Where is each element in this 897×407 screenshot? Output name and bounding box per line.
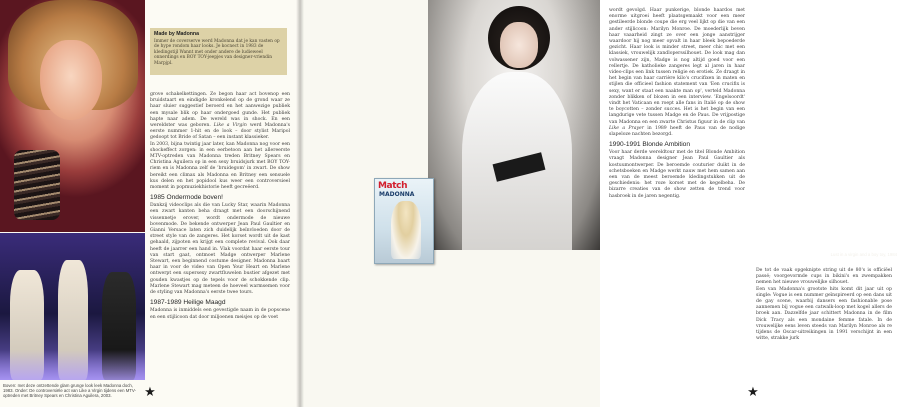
section-heading: 1987-1989 Heilige Maagd xyxy=(150,299,226,307)
made-by-madonna-callout xyxy=(150,28,287,75)
magazine-masthead: Match xyxy=(378,181,408,191)
paragraph: Voor haar derde wereldtour met de titel Blonde Ambition vraagt Madonna designer Jean Paul Gaultier als kostuumontwerper. De beroemde couturier duikt in de schetsboeken en Madge werkt nauw met hem samen aan een van de meest beroemde kledingstukken uit de geschiedenis: het roze korset met de kegelbeha. De bizarre creaties van de show zetten de trend voor hasbroek in de jaren negentig. xyxy=(609,150,745,199)
madonna-portrait-photo xyxy=(0,0,145,232)
page-gutter xyxy=(296,0,304,407)
paragraph: grove schakelkettingen. Ze begon haar act bovenop een bruidstaart en eindigde kronkelend op de grond waar ze haar sluier suggestief beroerd en het aanwezige publiek een mysale blik op haar ondergoed gunde. Het publiek hapte naar adem. De wereld was in shock. En een wereldster was geboren. Like a Virgin werd Madonna's eerste nummer 1-hit en de look – door stylist Maripol gedoopt tot Bride of Satan – een instant klassieker. xyxy=(150,92,291,141)
photo-caption: Lust in a virgin and a boy toy, 1984 xyxy=(830,252,897,257)
star-icon: ★ xyxy=(747,385,759,400)
paragraph: Dankzij videoclips als die van Lucky Star, waarin Madonna een zwart kanten beha draagt met een doorschijnend vissennetje erover, wordt ondermode de nieuwe bovenmode. De bekende ontwerper Jean Paul Gaultier en Gianni Versace laten zich duidelijk beïnvloeden door de street style van de zangeres. Het korset wordt uit de kast gehaald, zijpoten en krijgt een complete revival. Ook daar heeft de jaarrer een hand in. Vlak voordat haar eerste tour van start gaat, ontmoet Madge ontwerper Marlene Stewart, een beginnend costume designer. Madonna baart haar in voor de video van Open Your Heart en Marlene ontwerpt een supersexy zwartfluwelen bustier afgezet met gouden kwastjes op de tepels voor de schokkende clip. Marlene Stewart mag meteen de hoeveel warmsemen voor de styling van Madonna's eerste twee tours. xyxy=(150,203,290,296)
paragraph: Madonna is inmiddels een gevestigde naam in de popscene en een stijlicoon dat door miljoenen meisjes op de voet xyxy=(150,308,290,320)
callout-body: Immer de coverserve werd Madonna dat je kan vasten op de hype rondom haar looks. Je kocnect in 1983 de kledingstijl Wannt met onder andere de ludieweel onnerdings en BOY TOY-jeepjes van designer-vriendin Marpjpl. xyxy=(154,38,280,66)
right-page xyxy=(300,0,897,407)
left-text-column xyxy=(150,92,290,392)
photo-caption: Boven: met deze ontzettende glam grunge look leek Madonna doch, 1983. Onder: De controversiële act van Like a Virgin tijdens een MTV-optreden met Britney Spears en Christina Aguilera, 2003. xyxy=(3,383,136,399)
paragraph: In 2003, bijna twintig jaar later, kan Madonna nog voor een shockeffect zorgen: in een eerbetoon aan het allereerste MTV-optreden van Madonna treden Britney Spears en Christina Aguilera op in een sexy bruidsjurk met BOY TOY-riem en is Madonna zelf de 'bruidegom' in zwart. De show bereikt een climax als Madonna en Britney een sensuele kus delen en het popidool kus weer een controversieel moment in popmuziekhistorie heeft gecreëerd. xyxy=(150,141,290,191)
match-magazine-cover xyxy=(374,178,434,264)
photo-face xyxy=(500,22,538,68)
right-bottom-text-column xyxy=(756,268,892,393)
right-text-column xyxy=(609,8,745,388)
section-heading: 1990-1991 Blonde Ambition xyxy=(609,141,691,149)
callout-title: Made by Madonna xyxy=(154,31,199,37)
photo-bracelets xyxy=(14,150,60,220)
cover-figure xyxy=(391,201,421,259)
magazine-cover-name: MADONNA xyxy=(379,191,415,198)
paragraph: wordt gevolgd. Haar punkerige, blonde haardos met enorme uitgroei heeft plaatsgemaakt voor een meer gestileerde blonde coupe die erg veel lijkt op die van een ander stijlicoon: Marilyn Monroe. De moederlijk beven haar vaaarheid zingt ze over een jonge aanstrijger waardoor hij nog meer opvalt in haar bleek bepoederde gezicht. Haar look is minder street, meer chic met een klassiek, vrouwelijk zandloperssilhouet. De look mag dan volwassener zijn, Madge is nog altijd goed voor een rellertje. De katholieke zangeres legt al jaren in haar video-clips een link tussen religie en erotiek. Ze draagt in het begin van haar carrière kilo's crucifixen in maten en stijlen die officieel fashion statement van 'Een crucifix is sexy, want er staat een naakte man op', verteld Madonna zonder blikken of blozen in een interview. 'Engelsoordt' vindt het Vaticaan en roept alle fans in Italië op de show te boycotten – zonder succes. Het is het begin van een langdurige vete tussen Madge en de Paus. De vrijpostige van Madonna en een zwarte Christus figuur in de clip van Like a Prayer in 1989 heeft de Paus van de nodige slapeloze nachten bezorgd. xyxy=(609,8,745,138)
photo-face xyxy=(40,40,102,120)
stage-light xyxy=(0,350,145,380)
mtv-performance-photo xyxy=(0,233,145,380)
madonna-bride-photo xyxy=(428,0,600,250)
section-heading: 1985 Ondermode boven! xyxy=(150,194,223,202)
star-icon: ★ xyxy=(144,385,156,400)
paragraph: De tot de vaak opgeknipte string uit de 80's is officiëel passé; voorgevormde cups in bikini's en zwempakken nemen het nieuwe vrouwelijke silhouet. xyxy=(756,268,892,286)
left-page xyxy=(0,0,300,407)
paragraph: Een van Madonna's grootste hits komt dit jaar uit op single: Vogue is een nummer geïnspireerd op een dans uit de gay scene, waarbij dansers een fashionable pose aannemen bij vogue een catwalk-loop met kogel allers de broek aan. Dazzelfde jaar schittert Madonna in de film Dick Tracy als een mondaine femme fatale. In de vrouwelijke eens leven steeds van Marilyn Monroe als re tijdens de Oscar-uitreikingen in 1991 verschijnt in een witte, strakke jurk xyxy=(756,286,892,342)
